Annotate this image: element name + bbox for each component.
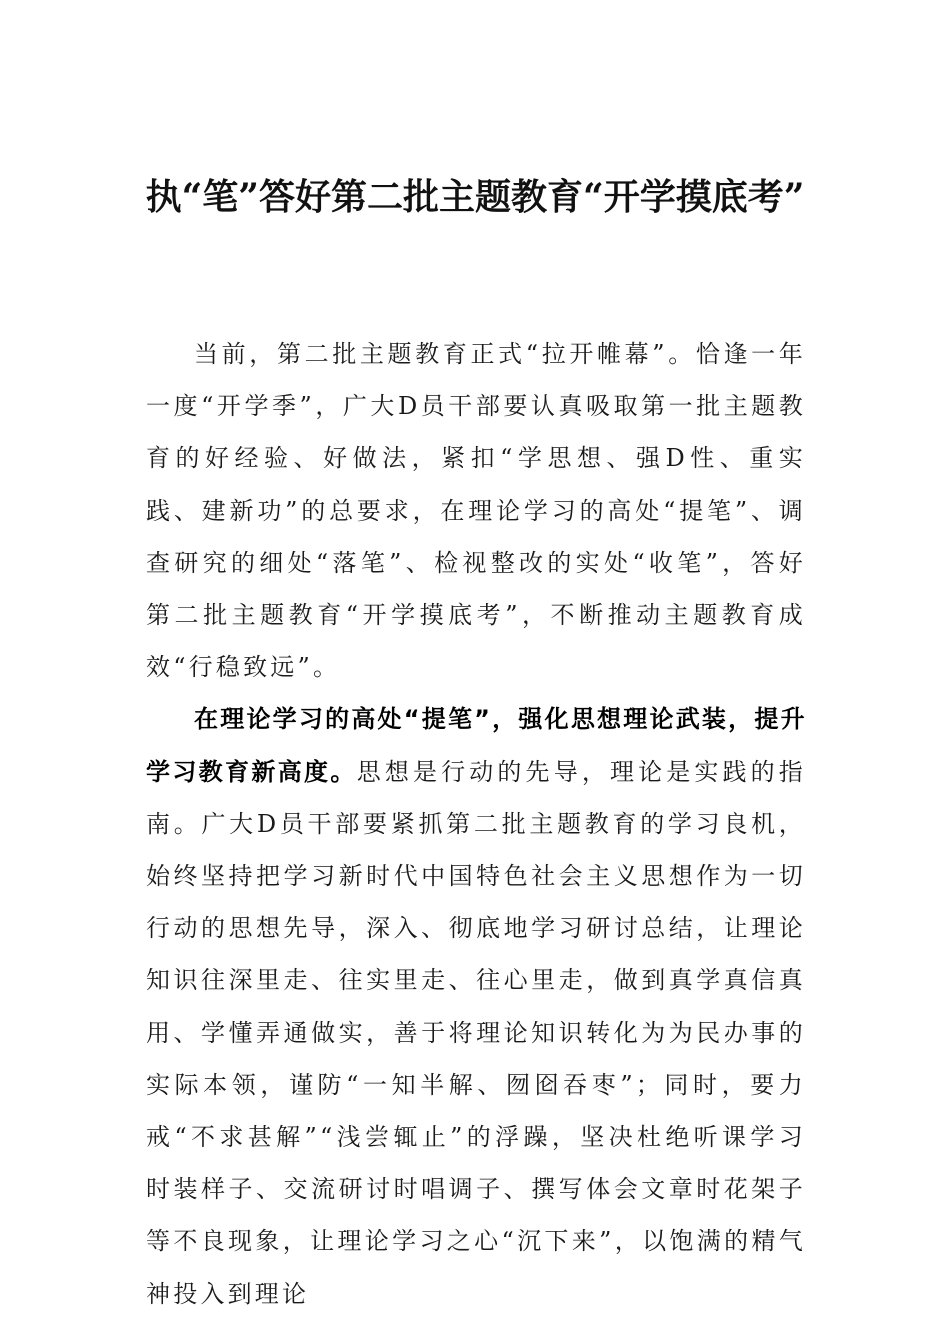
paragraph-theory-study-text: 思想是行动的先导，理论是实践的指南。广大D员干部要紧抓第二批主题教育的学习良机，始终坚持把学习新时代中国特色社会主义思想作为一切行动的思想先导，深入、彻底地学习研讨总结，让理论知识往深里走、往实里走、往心里走，做到真学真信真用、学懂弄通做实，善于将理论知识转化为为民办事的实际本领，谨防“一知半解、囫囵吞枣”；同时，要力戒“不求甚解”“浅尝辄止”的浮躁，坚决杜绝听课学习时装样子、交流研讨时唱调子、撰写体会文章时花架子等不良现象，让理论学习之心“沉下来”，以饱满的精气神投入到理论 [146, 757, 807, 1308]
paragraph-lead-heading: 在理论学习的高处“提笔”，强化思想理论武装，提升学习教育新高度。 [146, 705, 806, 786]
paragraph-theory-study [146, 693, 806, 1319]
document-body [146, 328, 806, 1320]
paragraph-intro [146, 328, 806, 693]
document-title: 执“笔”答好第二批主题教育“开学摸底考” [145, 176, 805, 218]
paragraph-intro-text: 当前，第二批主题教育正式“拉开帷幕”。恰逢一年一度“开学季”，广大D员干部要认真吸取第一批主题教育的好经验、好做法，紧扣“学思想、强D性、重实践、建新功”的总要求，在理论学习的高处“提笔”、调查研究的细处“落笔”、检视整改的实处“收笔”，答好第二批主题教育“开学摸底考”，不断推动主题教育成效“行稳致远”。 [146, 340, 806, 682]
